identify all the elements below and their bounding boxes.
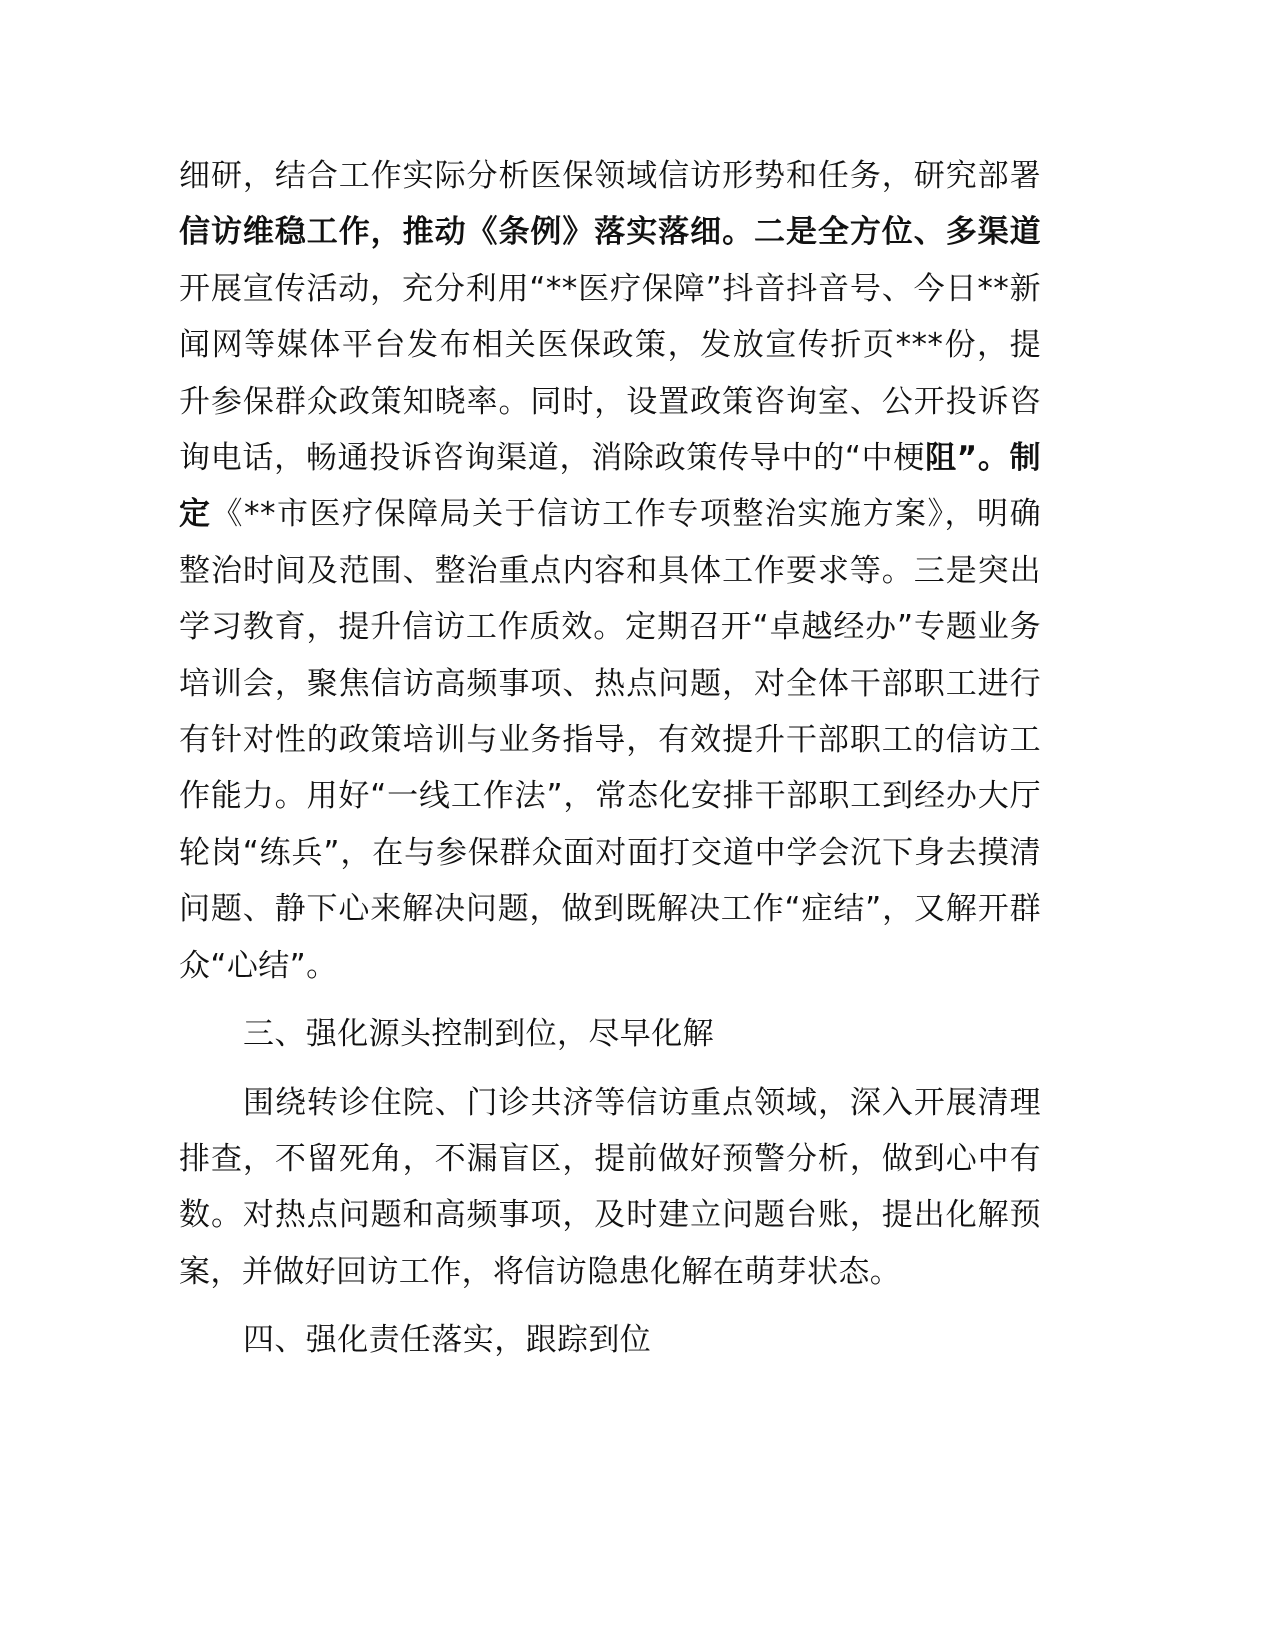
body-paragraph [179,148,1041,994]
section-heading: 四、强化责任落实，跟踪到位 [243,1322,652,1359]
paragraph-text: 开展宣传活动，充分利用“**医疗保障”抖音抖音号、今日**新闻网等媒体平台发布相关医保政策，发放宣传折页***份，提升参保群众政策知晓率。同时，设置政策咨询室、公开投诉咨询电话，畅通投诉咨询渠道，消除政策传导中的“中梗 [179,270,1041,477]
bold-text: 阻”。制定 [179,440,1041,533]
spacer [179,994,1041,1006]
section-heading: 三、强化源头控制到位，尽早化解 [243,1016,714,1053]
document-body [179,148,1041,1369]
body-paragraph: 围绕转诊住院、门诊共济等信访重点领域，深入开展清理排查，不留死角，不漏盲区，提前做好预警分析，做到心中有数。对热点问题和高频事项，及时建立问题台账，提出化解预案，并做好回访工作，将信访隐患化解在萌芽状态。 [179,1084,1041,1290]
spacer [179,1063,1041,1075]
paragraph-text: 细研，结合工作实际分析医保领域信访形势和任务，研究部署 [179,158,1041,194]
paragraph-text: 《**市医疗保障局关于信访工作专项整治实施方案》，明确整治时间及范围、整治重点内容和具体工作要求等。三是突出学习教育，提升信访工作质效。定期召开“卓越经办”专题业务培训会，聚焦信访高频事项、热点问题，对全体干部职工进行有针对性的政策培训与业务指导，有效提升干部职工的信访工作能力。用好“一线工作法”，常态化安排干部职工到经办大厅轮岗“练兵”，在与参保群众面对面打交道中学会沉下身去摸清问题、静下心来解决问题，做到既解决工作“症结”，又解开群众“心结”。 [179,496,1041,984]
bold-text: 信访维稳工作，推动《条例》落实落细。二是全方位、多渠道 [179,214,1041,251]
spacer [179,1300,1041,1312]
